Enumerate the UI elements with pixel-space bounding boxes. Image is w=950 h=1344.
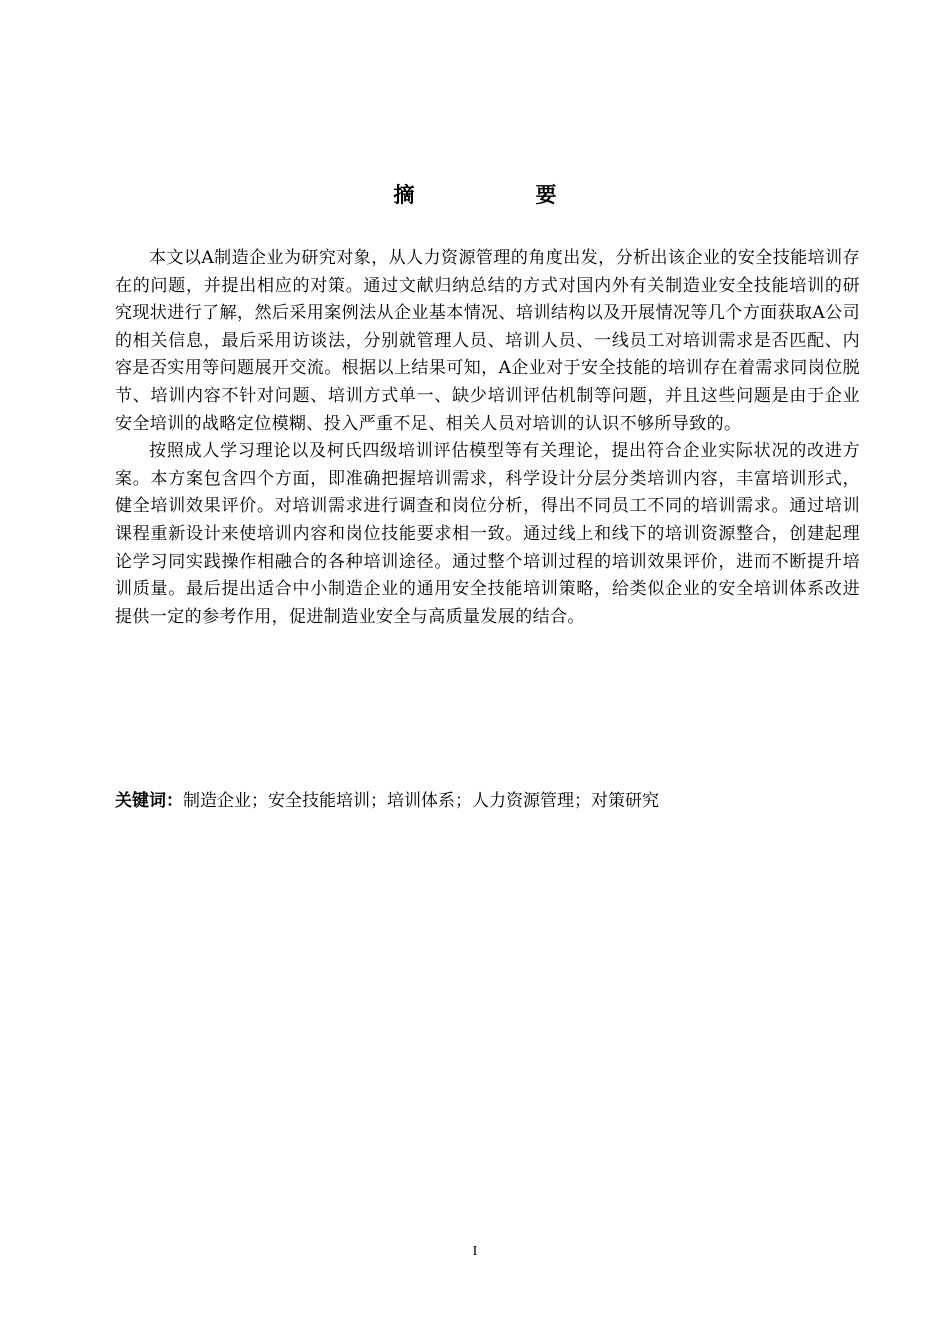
abstract-body bbox=[115, 245, 860, 631]
keywords-line bbox=[115, 788, 860, 815]
keywords-label: 关键词： bbox=[115, 791, 183, 811]
abstract-title: 摘 要 bbox=[393, 183, 607, 207]
keywords-text: 制造企业；安全技能培训；培训体系；人力资源管理；对策研究 bbox=[183, 791, 659, 811]
page-number: I bbox=[472, 1244, 478, 1259]
abstract-paragraph-1: 本文以A制造企业为研究对象，从人力资源管理的角度出发，分析出该企业的安全技能培训存在的问题，并提出相应的对策。通过文献归纳总结的方式对国内外有关制造业安全技能培训的研究现状进行了解，然后采用案例法从企业基本情况、培训结构以及开展情况等几个方面获取A公司的相关信息，最后采用访谈法，分别就管理人员、培训人员、一线员工对培训需求是否匹配、内容是否实用等问题展开交流。根据以上结果可知，A企业对于安全技能的培训存在着需求同岗位脱节、培训内容不针对问题、培训方式单一、缺少培训评估机制等问题，并且这些问题是由于企业安全培训的战略定位模糊、投入严重不足、相关人员对培训的认识不够所导致的。 bbox=[115, 248, 860, 434]
abstract-paragraph-2: 按照成人学习理论以及柯氏四级培训评估模型等有关理论，提出符合企业实际状况的改进方案。本方案包含四个方面，即准确把握培训需求，科学设计分层分类培训内容，丰富培训形式，健全培训效果评价。对培训需求进行调查和岗位分析，得出不同员工不同的培训需求。通过培训课程重新设计来使培训内容和岗位技能要求相一致。通过线上和线下的培训资源整合，创建起理论学习同实践操作相融合的各种培训途径。通过整个培训过程的培训效果评价，进而不断提升培训质量。最后提出适合中小制造企业的通用安全技能培训策略，给类似企业的安全培训体系改进提供一定的参考作用，促进制造业安全与高质量发展的结合。 bbox=[115, 441, 860, 627]
